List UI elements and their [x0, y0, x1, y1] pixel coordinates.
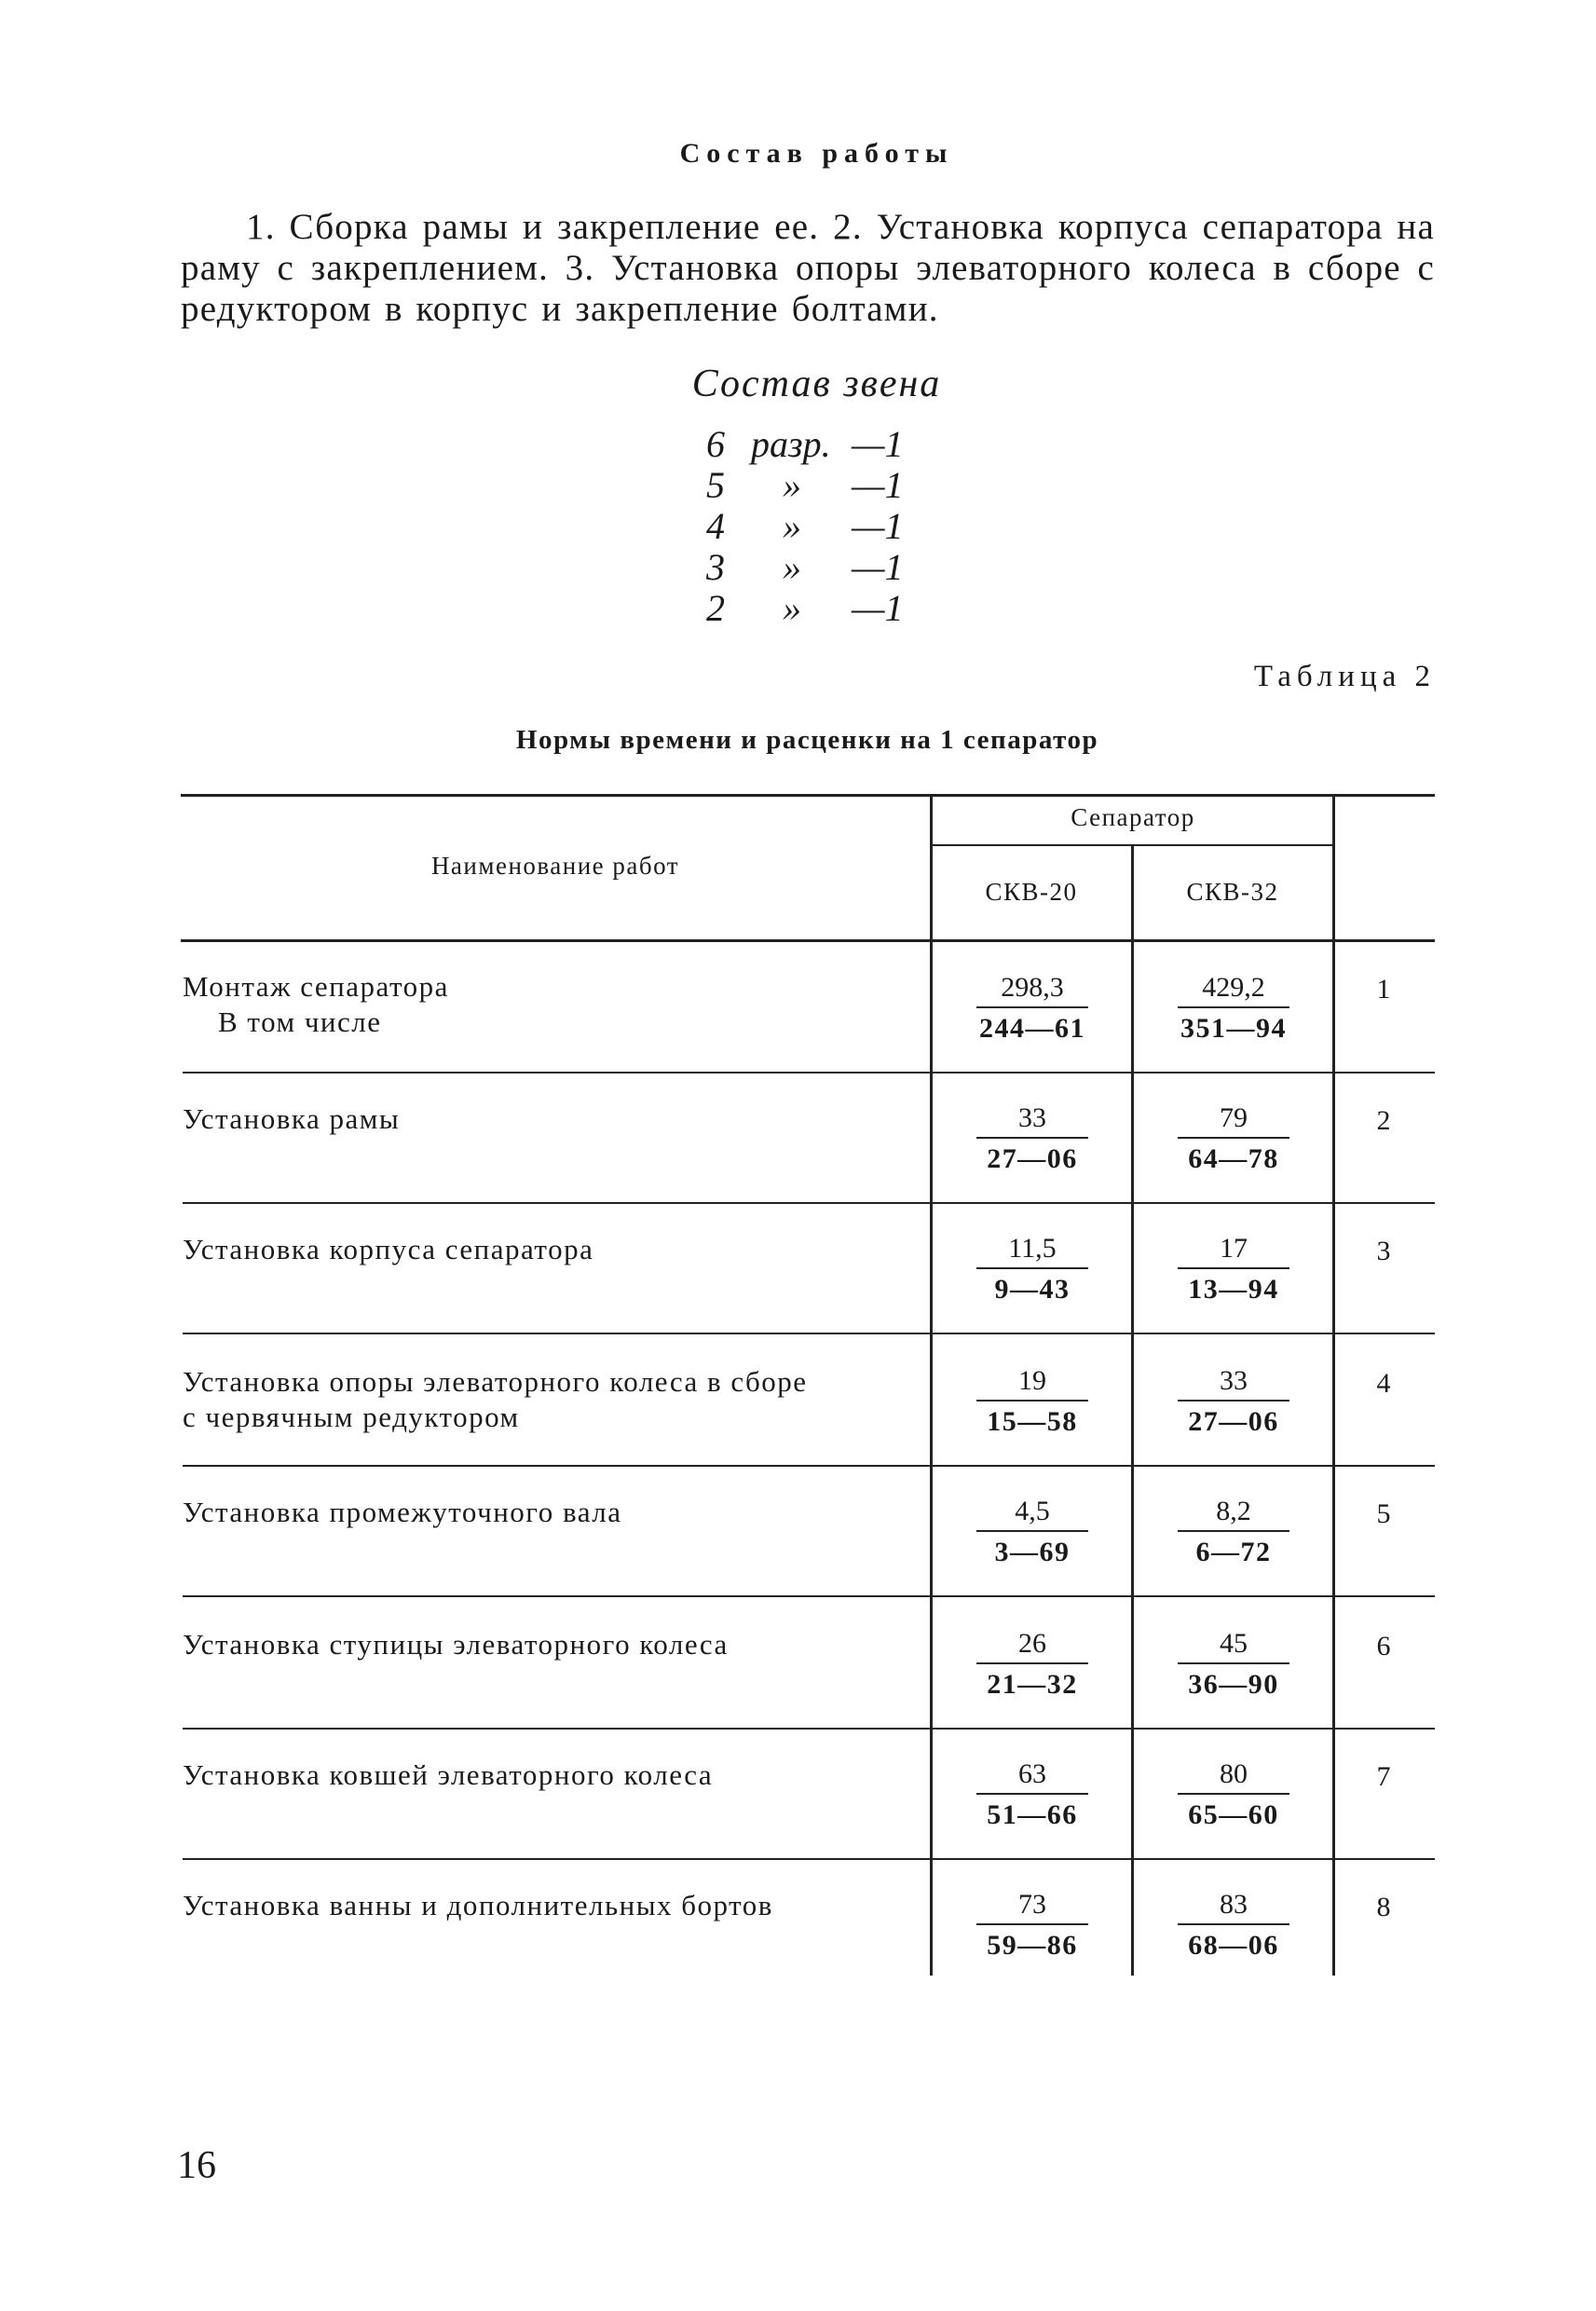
crew-unit: »	[783, 587, 801, 629]
row-separator	[183, 1728, 1435, 1730]
price-rate: 27—06	[1188, 1406, 1279, 1437]
price-rate: 244—61	[979, 1013, 1085, 1044]
skv32-value	[1178, 1756, 1289, 1834]
crew-member	[706, 547, 904, 588]
skv32-value	[1178, 1100, 1289, 1178]
crew-member	[706, 465, 904, 506]
skv20-value	[976, 1362, 1088, 1441]
crew-member	[706, 588, 904, 629]
section-title: Состав работы	[679, 138, 954, 169]
crew-member	[706, 506, 904, 547]
work-name-text: Установка ванны и дополнительных бортов	[183, 1889, 773, 1921]
work-name	[183, 1757, 928, 1793]
skv32-value	[1178, 1230, 1289, 1308]
price-rate: 65—60	[1188, 1799, 1279, 1830]
price-rate: 15—58	[987, 1406, 1078, 1437]
crew-member	[706, 424, 904, 465]
time-norm: 17	[1220, 1233, 1248, 1264]
time-norm: 80	[1220, 1758, 1248, 1789]
row-separator	[183, 1595, 1435, 1597]
crew-count: —1	[852, 546, 904, 588]
time-norm: 63	[1018, 1758, 1046, 1789]
work-name-text: Установка опоры элеваторного колеса в сборе	[183, 1365, 808, 1398]
time-norm: 11,5	[1008, 1233, 1057, 1264]
skv32-value	[1178, 969, 1289, 1047]
time-norm: 8,2	[1216, 1496, 1251, 1526]
work-name-text: Установка рамы	[183, 1102, 401, 1135]
work-name-text: Установка ступицы элеваторного колеса	[183, 1628, 729, 1661]
work-name	[183, 1232, 928, 1267]
work-name	[183, 1888, 928, 1923]
row-number: 3	[1376, 1236, 1391, 1266]
row-number: 5	[1376, 1498, 1391, 1529]
price-rate: 9—43	[994, 1274, 1071, 1305]
row-separator	[183, 1333, 1435, 1334]
price-rate: 27—06	[987, 1143, 1078, 1174]
header-work-name: Наименование работ	[430, 852, 680, 880]
time-norm: 33	[1018, 1102, 1046, 1133]
crew-unit: разр.	[751, 423, 831, 465]
crew-grade: 4	[706, 505, 725, 547]
crew-unit: »	[783, 464, 801, 506]
table-caption: Нормы времени и расценки на 1 сепаратор	[515, 725, 1099, 755]
price-rate: 64—78	[1188, 1143, 1279, 1174]
skv20-value	[976, 1886, 1088, 1964]
crew-title: Состав звена	[691, 362, 942, 405]
skv20-value	[976, 969, 1088, 1047]
row-separator	[183, 1465, 1435, 1467]
skv20-value	[976, 1756, 1088, 1834]
header-bottom-rule	[181, 939, 1435, 942]
header-col-skv32: СКВ-32	[1186, 878, 1279, 906]
crew-grade: 2	[706, 587, 725, 629]
work-name-text: Монтаж сепаратора	[183, 970, 449, 1003]
work-name	[183, 1627, 928, 1662]
skv32-value	[1178, 1493, 1289, 1571]
time-norm: 26	[1018, 1628, 1046, 1659]
column-divider-middle	[1131, 844, 1134, 1976]
work-name-subtext: В том числе	[218, 1005, 382, 1038]
header-col-skv20: СКВ-20	[985, 878, 1078, 906]
work-name	[183, 969, 928, 1040]
row-number: 1	[1376, 974, 1391, 1005]
crew-grade: 6	[706, 423, 725, 465]
price-rate: 51—66	[987, 1799, 1078, 1830]
skv32-value	[1178, 1625, 1289, 1703]
price-rate: 36—90	[1188, 1669, 1279, 1700]
work-name-text: Установка промежуточного вала	[183, 1496, 622, 1528]
price-rate: 351—94	[1180, 1013, 1287, 1044]
crew-unit: »	[783, 505, 801, 547]
time-norm: 79	[1220, 1102, 1248, 1133]
skv20-value	[976, 1493, 1088, 1571]
table-label: Таблица 2	[1253, 660, 1436, 693]
time-norm: 298,3	[1001, 972, 1064, 1003]
crew-grade: 5	[706, 464, 725, 506]
price-rate: 3—69	[994, 1537, 1071, 1567]
price-rate: 21—32	[987, 1669, 1078, 1700]
row-number: 6	[1376, 1631, 1391, 1661]
price-rate: 6—72	[1195, 1537, 1272, 1567]
crew-unit: »	[783, 546, 801, 588]
skv32-value	[1178, 1886, 1289, 1964]
time-norm: 45	[1220, 1628, 1248, 1659]
time-norm: 4,5	[1015, 1496, 1050, 1526]
price-rate: 68—06	[1188, 1930, 1279, 1961]
row-number: 4	[1376, 1368, 1391, 1399]
work-name-text: Установка ковшей элеваторного колеса	[183, 1758, 714, 1791]
work-name-text: Установка корпуса сепаратора	[183, 1233, 594, 1265]
skv32-value	[1178, 1362, 1289, 1441]
work-name-continuation: с червячным редуктором	[183, 1401, 520, 1433]
row-separator	[183, 1072, 1435, 1073]
crew-list	[706, 424, 904, 629]
row-number: 7	[1376, 1761, 1391, 1792]
work-name	[183, 1495, 928, 1530]
work-name	[183, 1101, 928, 1137]
skv20-value	[976, 1625, 1088, 1703]
work-description: 1. Сборка рамы и закрепление ее. 2. Установка корпуса сепаратора на раму с закреплением. 3. Установка опоры элеваторного колеса в сборе с редуктором в корпус и закрепление болтами.	[181, 207, 1435, 329]
crew-count: —1	[852, 505, 904, 547]
crew-count: —1	[852, 464, 904, 506]
time-norm: 83	[1220, 1889, 1248, 1920]
price-rate: 13—94	[1188, 1274, 1279, 1305]
time-norm: 73	[1018, 1889, 1046, 1920]
table-top-rule	[181, 794, 1435, 797]
skv20-value	[976, 1100, 1088, 1178]
price-rate: 59—86	[987, 1930, 1078, 1961]
row-separator	[183, 1858, 1435, 1860]
column-divider-left	[930, 794, 933, 1976]
header-separator-group: Сепаратор	[1071, 803, 1195, 831]
time-norm: 429,2	[1202, 972, 1265, 1003]
crew-count: —1	[852, 587, 904, 629]
row-number: 2	[1376, 1105, 1391, 1136]
work-name	[183, 1364, 928, 1435]
row-number: 8	[1376, 1892, 1391, 1922]
crew-count: —1	[852, 423, 904, 465]
time-norm: 33	[1220, 1365, 1248, 1396]
page-number: 16	[177, 2144, 216, 2187]
column-divider-right	[1332, 794, 1335, 1976]
skv20-value	[976, 1230, 1088, 1308]
crew-grade: 3	[706, 546, 725, 588]
row-separator	[183, 1202, 1435, 1204]
time-norm: 19	[1018, 1365, 1046, 1396]
